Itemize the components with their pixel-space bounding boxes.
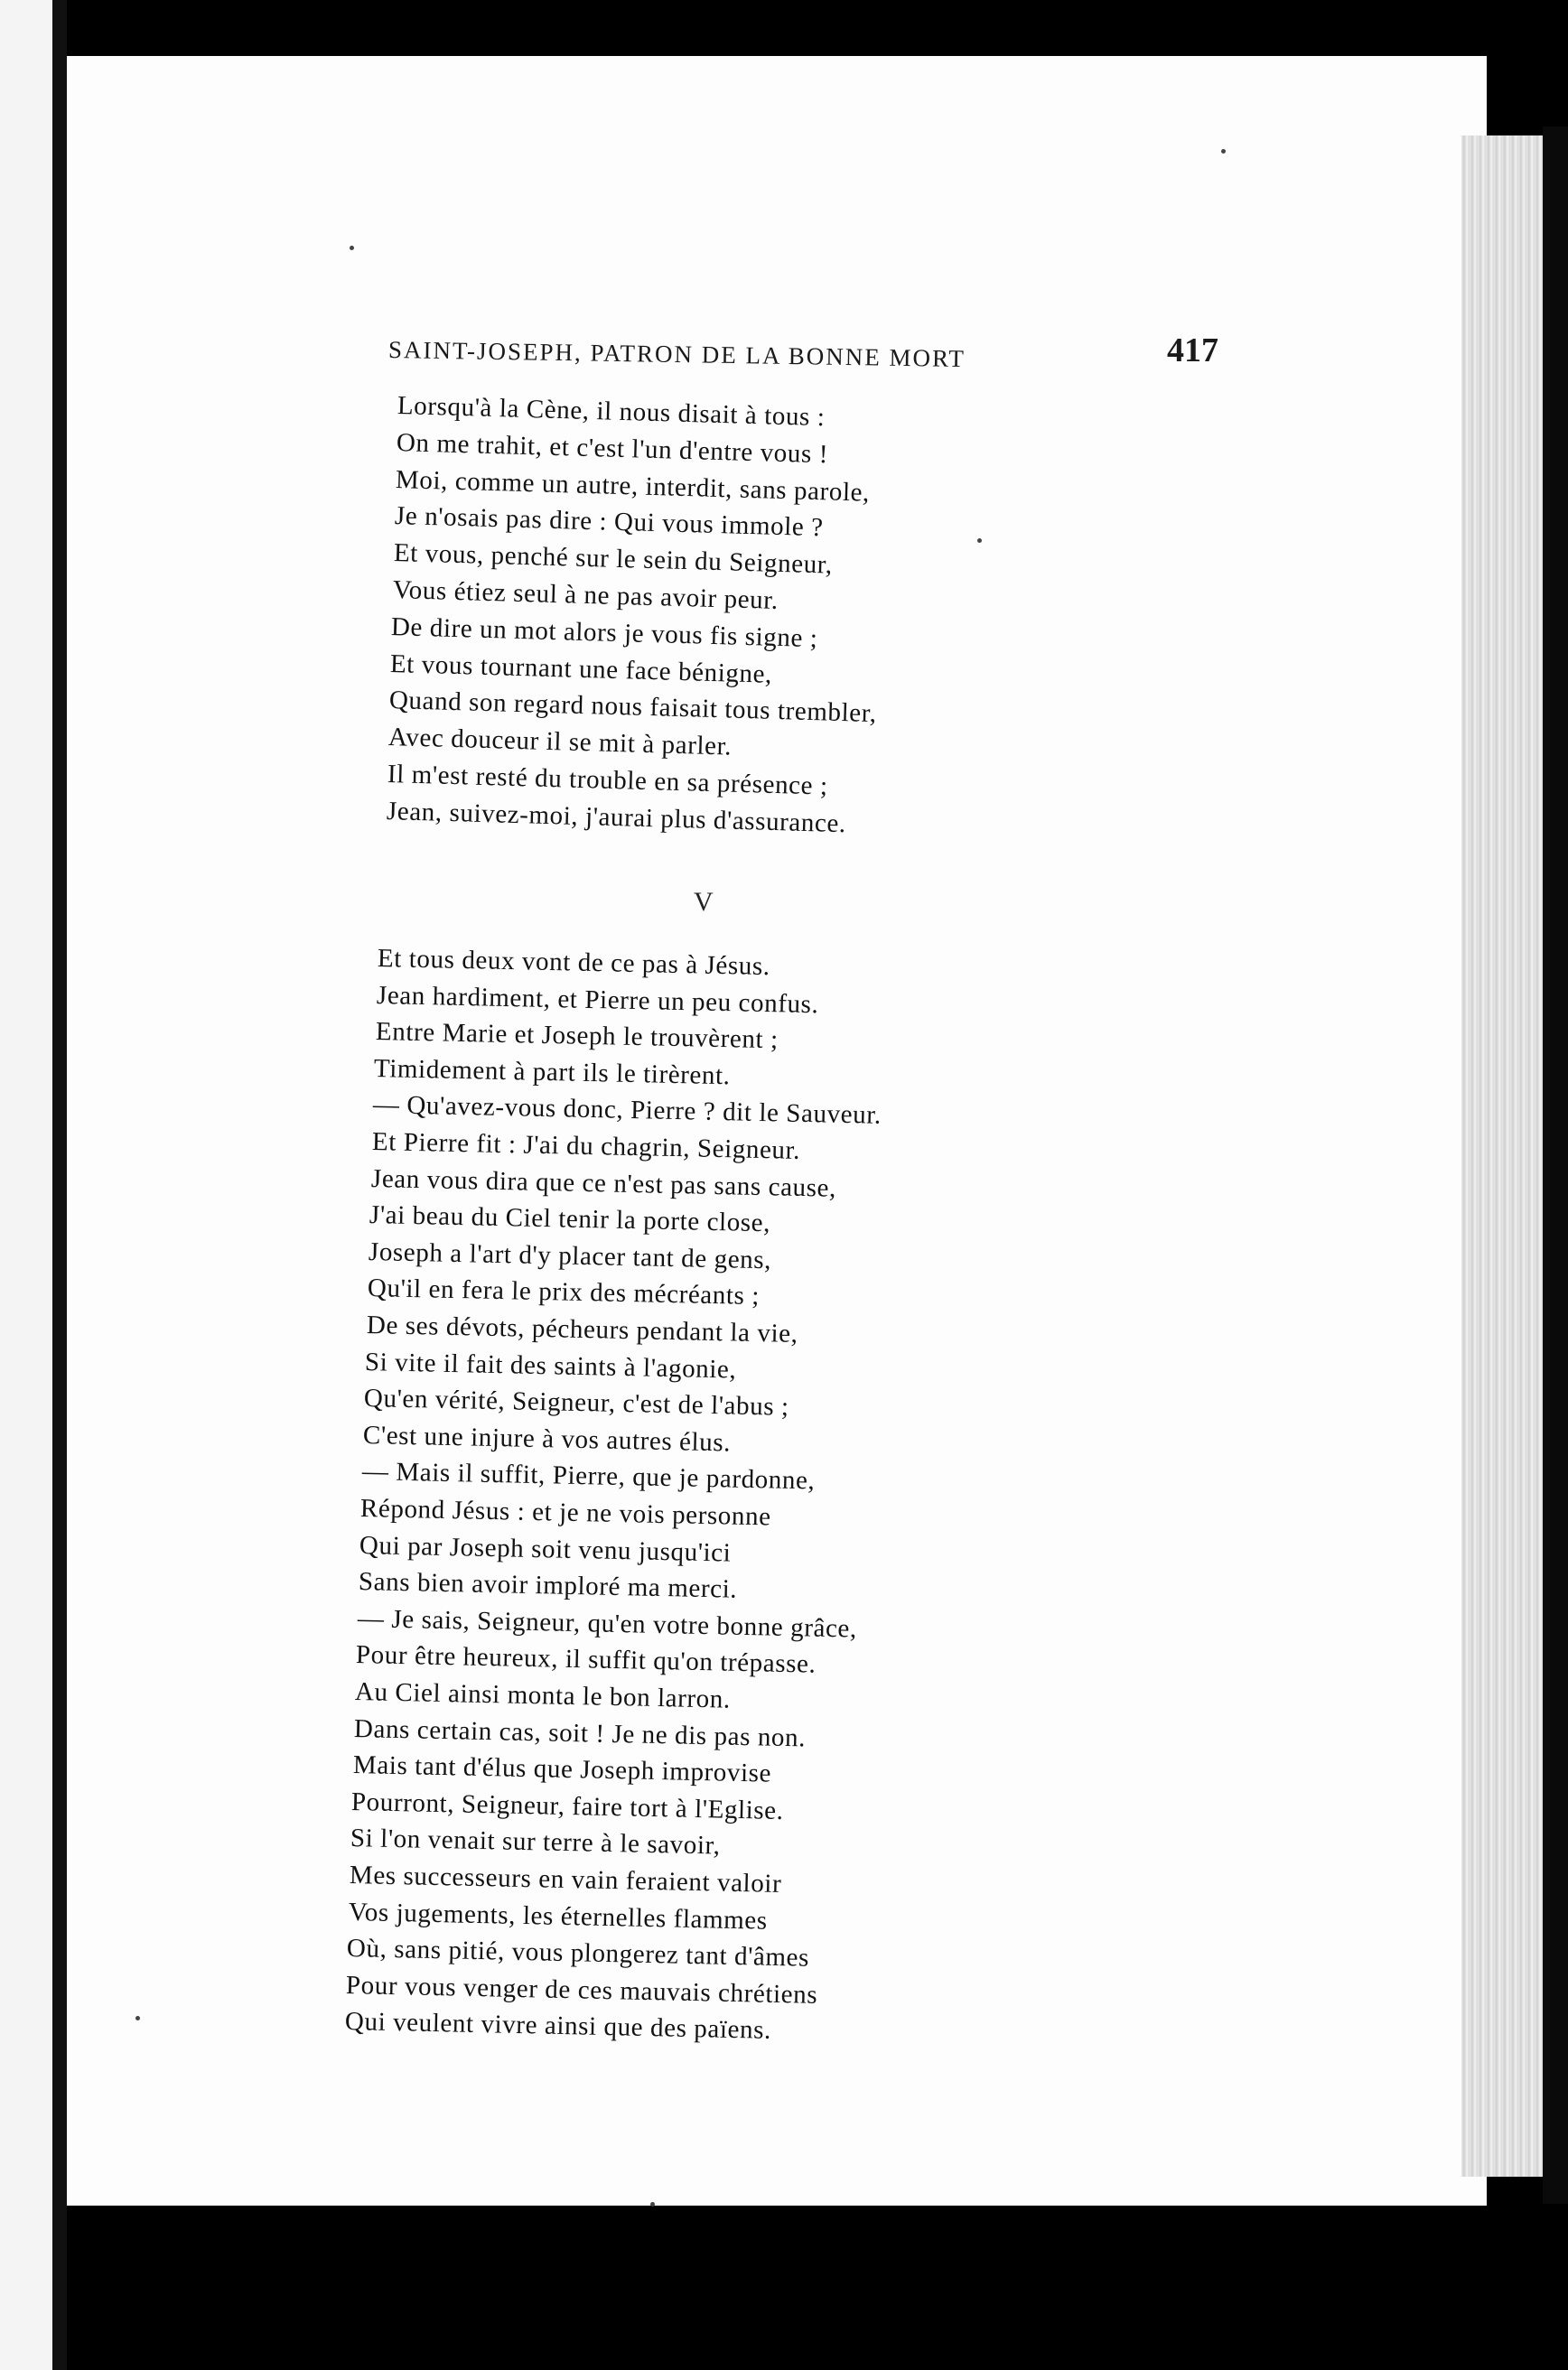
verse-line: Qu'en vérité, Seigneur, c'est de l'abus ; xyxy=(363,1384,789,1423)
verse-line: Mes successeurs en vain feraient valoir xyxy=(349,1861,782,1899)
verse-line: — Qu'avez-vous donc, Pierre ? dit le Sauveur. xyxy=(372,1090,882,1131)
verse-line: — Je sais, Seigneur, qu'en votre bonne grâce, xyxy=(357,1603,857,1644)
verse-line: Si vite il fait des saints à l'agonie, xyxy=(364,1347,737,1385)
verse-line: C'est une injure à vos autres élus. xyxy=(362,1420,732,1458)
verse-line: Mais tant d'élus que Joseph improvise xyxy=(352,1750,771,1788)
verse-line: Et Pierre fit : J'ai du chagrin, Seigneur. xyxy=(371,1127,801,1165)
verse-line: Entre Marie et Joseph le trouvèrent ; xyxy=(375,1017,779,1055)
verse-line: Il m'est resté du trouble en sa présence ; xyxy=(387,760,829,801)
verse-line: Et tous deux vont de ce pas à Jésus. xyxy=(377,944,771,982)
running-head: SAINT-JOSEPH, PATRON DE LA BONNE MORT xyxy=(387,336,966,373)
verse-line: Avec douceur il se mit à parler. xyxy=(387,723,733,761)
verse-line: Qu'il en fera le prix des mécréants ; xyxy=(367,1274,761,1311)
verse-line: Vos jugements, les éternelles flammes xyxy=(348,1897,768,1936)
facing-page-margin xyxy=(0,0,52,2370)
verse-line: Lorsqu'à la Cène, il nous disait à tous : xyxy=(397,391,826,433)
page-edges xyxy=(1461,135,1543,2177)
verse-line: Et vous tournant une face bénigne, xyxy=(389,648,773,689)
scan-speck xyxy=(977,538,982,543)
verse-line: De dire un mot alors je vous fis signe ; xyxy=(390,611,819,653)
verse-line: Vous étiez seul à ne pas avoir peur. xyxy=(392,575,779,615)
verse-line: Quand son regard nous faisait tous trembler, xyxy=(388,686,878,729)
section-numeral: V xyxy=(694,887,714,917)
verse-line: De ses dévots, pécheurs pendant la vie, xyxy=(366,1311,798,1348)
verse-line: Jean hardiment, et Pierre un peu confus. xyxy=(376,980,819,1019)
scan-speck xyxy=(350,246,354,250)
verse-line: J'ai beau du Ciel tenir la porte close, xyxy=(369,1200,771,1238)
verse-line: Où, sans pitié, vous plongerez tant d'âmes xyxy=(346,1934,810,1973)
verse-line: Au Ciel ainsi monta le bon larron. xyxy=(354,1677,732,1714)
binding-gutter xyxy=(52,0,67,2370)
verse-line: Répond Jésus : et je ne vois personne xyxy=(359,1494,772,1532)
verse-line: Pour vous venger de ces mauvais chrétiens xyxy=(345,1970,818,2010)
page-number: 417 xyxy=(1167,331,1218,369)
scan-border-right xyxy=(1543,126,1568,2204)
verse-line: Joseph a l'art d'y placer tant de gens, xyxy=(368,1236,772,1275)
page-header xyxy=(388,331,1228,376)
verse-line: Et vous, penché sur le sein du Seigneur, xyxy=(393,538,833,580)
scan-speck xyxy=(1221,149,1226,154)
verse-line: On me trahit, et c'est l'un d'entre vous ! xyxy=(396,427,829,470)
verse-line: Pourront, Seigneur, faire tort à l'Eglise. xyxy=(350,1787,785,1825)
verse-line: Jean, suivez-moi, j'aurai plus d'assurance. xyxy=(386,796,847,839)
verse-line: Sans bien avoir imploré ma merci. xyxy=(358,1567,738,1604)
verse-line: — Mais il suffit, Pierre, que je pardonne, xyxy=(361,1457,816,1496)
scan-speck xyxy=(650,2202,655,2207)
verse-line: Timidement à part ils le tirèrent. xyxy=(373,1053,732,1091)
verse-line: Si l'on venait sur terre à le savoir, xyxy=(350,1824,721,1861)
verse-line: Jean vous dira que ce n'est pas sans cause, xyxy=(370,1163,836,1203)
verse-line: Dans certain cas, soit ! Je ne dis pas non. xyxy=(353,1713,807,1753)
scan-speck xyxy=(135,2016,140,2020)
verse-line: Qui par Joseph soit venu jusqu'ici xyxy=(359,1530,732,1568)
verse-line: Moi, comme un autre, interdit, sans parole, xyxy=(395,464,871,508)
verse-line: Je n'osais pas dire : Qui vous immole ? xyxy=(394,501,824,543)
verse-line: Qui veulent vivre ainsi que des païens. xyxy=(344,2007,771,2046)
verse-line: Pour être heureux, il suffit qu'on trépasse. xyxy=(355,1640,817,1680)
